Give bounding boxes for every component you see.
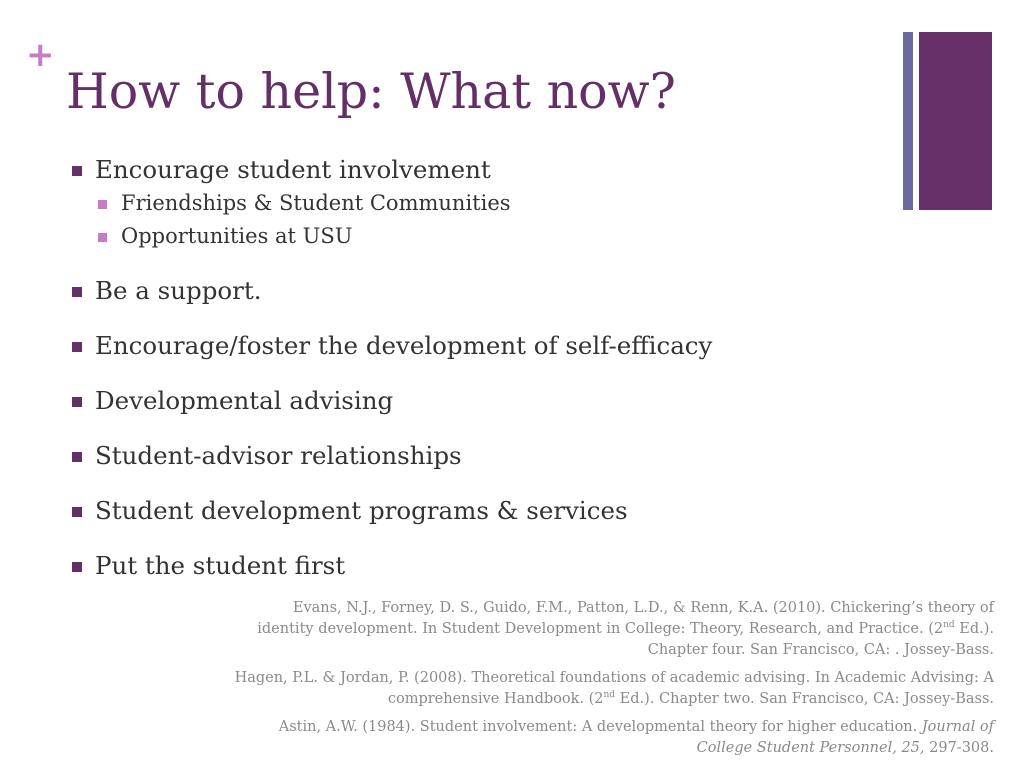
slide-title: How to help: What now? <box>66 63 676 120</box>
bullet-text: Student-advisor relationships <box>95 441 462 470</box>
bullet-item <box>72 154 892 253</box>
reference-evans <box>234 598 994 661</box>
reference-astin <box>234 717 994 759</box>
square-bullet-icon <box>72 342 82 352</box>
reference-superscript: nd <box>943 620 955 631</box>
square-bullet-icon <box>72 507 82 517</box>
reference-text: Ed.). Chapter four. San Francisco, CA: . Jossey-Bass. <box>647 621 994 658</box>
square-bullet-icon <box>72 287 82 297</box>
reference-text: 297-308. <box>924 740 994 756</box>
bullet-item <box>72 440 892 471</box>
bullet-text: Be a support. <box>95 276 262 305</box>
square-bullet-icon <box>72 397 82 407</box>
bullet-text: Developmental advising <box>95 386 394 415</box>
sub-bullet-text: Opportunities at USU <box>121 224 353 248</box>
reference-text: Hagen, P.L. & Jordan, P. (2008). Theoretical foundations of academic advising. In Academic Advising: A comprehensive Handbook. (2 <box>234 670 994 707</box>
bullet-item <box>72 385 892 416</box>
bullet-item <box>72 495 892 526</box>
reference-text: Astin, A.W. (1984). Student involvement: A developmental theory for higher education. <box>278 719 922 735</box>
bullet-text: Encourage student involvement <box>95 155 491 184</box>
sub-bullet-item <box>95 220 892 253</box>
references <box>234 598 994 766</box>
bullet-text: Put the student first <box>95 551 346 580</box>
square-bullet-icon <box>72 562 82 572</box>
sub-bullet-text: Friendships & Student Communities <box>121 191 511 215</box>
bullet-text: Encourage/foster the development of self-efficacy <box>95 331 713 360</box>
decorative-bar-thin <box>903 32 913 210</box>
square-bullet-icon <box>72 166 82 176</box>
square-sub-bullet-icon <box>98 200 107 209</box>
bullet-item <box>72 330 892 361</box>
reference-journal: Journal of College Student Personnel, 25, <box>696 719 994 756</box>
square-bullet-icon <box>72 452 82 462</box>
reference-text: Evans, N.J., Forney, D. S., Guido, F.M., Patton, L.D., & Renn, K.A. (2010). Chickering’s theory of identity development. In Student Development in College: Theory, Research, and Practice. (2 <box>257 600 994 637</box>
bullet-item <box>72 275 892 306</box>
sub-bullet-item <box>95 187 892 220</box>
sub-bullet-list <box>95 187 892 253</box>
reference-hagen <box>234 668 994 710</box>
reference-superscript: nd <box>603 690 616 701</box>
square-sub-bullet-icon <box>98 233 107 242</box>
reference-text: Ed.). Chapter two. San Francisco, CA: Jossey-Bass. <box>615 691 994 707</box>
bullet-item <box>72 550 892 581</box>
bullet-text: Student development programs & services <box>95 496 628 525</box>
decorative-bar-thick <box>919 32 992 210</box>
plus-icon: + <box>26 35 55 75</box>
bullet-list <box>72 154 892 581</box>
